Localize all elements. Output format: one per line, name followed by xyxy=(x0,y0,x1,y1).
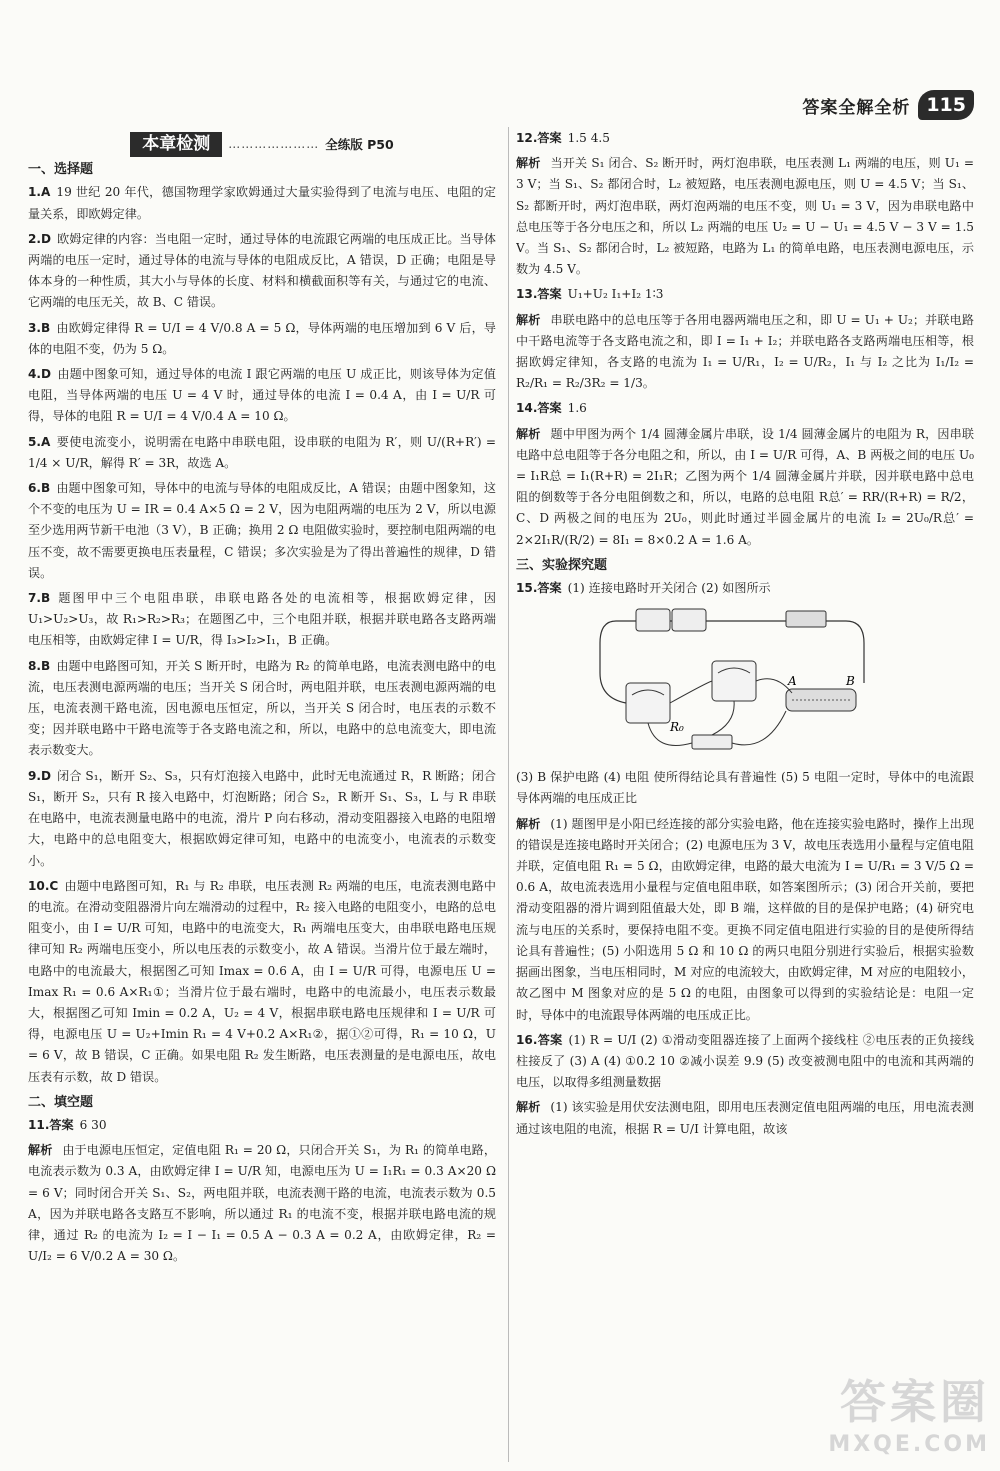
item-number: 3.B xyxy=(28,320,51,335)
resistor-label: R₀ xyxy=(670,720,684,735)
watermark xyxy=(828,1366,990,1457)
answer-item xyxy=(28,182,496,224)
answer-item xyxy=(516,767,974,809)
analysis-text: 当开关 S₁ 闭合、S₂ 断开时，两灯泡串联，电压表测 L₁ 两端的电压，则 U₁ = 3 V；当 S₁、S₂ 都闭合时，L₂ 被短路，电压表测电源电压，则 U = 4.5 V；当 S₁、S₂ 都断开时，两灯泡串联，两灯泡两端的电压不变，则 U₁ = 3 V，因为串联电路中总电压等于各分电压之和，所以 L₂ 两端的电压 U₂ = U − U₁ = 4.5 V − 3 V = 1.5 V。当 S₁、S₂ 都闭合时，L₂ 被短路，电路为 L₁ 的简单电路，电压表测电源电压，示数为 4.5 V。 xyxy=(516,156,974,277)
answer-item xyxy=(28,478,496,584)
item-answer: 1.6 xyxy=(567,401,587,416)
answer-item xyxy=(28,364,496,428)
item-number: 12.答案 xyxy=(516,131,562,145)
item-text: 由题中图象可知，导体中的电流与导体的电阻成反比，A 错误；由题中图象知，这个不变的电压为 U = IR = 0.4 A×5 Ω = 2 V，因为电阻两端的电压为 2 V，所以电源至少选用两节新干电池（3 V），B 正确；换用 2 Ω 电阻做实验时，要控制电阻两端的电压不变，故不需要更换电压表量程，C 错误；多次实验是为了得出普遍性的规律，D 错误。 xyxy=(28,481,496,580)
answer-item xyxy=(516,128,974,149)
item-number: 13.答案 xyxy=(516,287,562,302)
right-column xyxy=(516,128,974,1458)
item-number: 7.B xyxy=(28,591,51,606)
analysis-label: 解析 xyxy=(516,156,541,171)
item-answer: U₁+U₂ I₁+I₂ 1∶3 xyxy=(567,287,664,302)
answer-item xyxy=(28,318,496,360)
page-header xyxy=(802,88,974,122)
watermark-logo-text: 答案圈 xyxy=(840,1375,990,1429)
analysis-label: 解析 xyxy=(28,1143,53,1158)
answer-item xyxy=(516,284,974,305)
item-number: 15.答案 xyxy=(516,581,562,596)
item-text: 题图甲中三个电阻串联，串联电路各处的电流相等，根据欧姆定律，因 U₁>U₂>U₃，故 R₁>R₂>R₃；在题图乙中，三个电阻并联，根据并联电路各支路两端电压相等，由欧姆定律 I = U/R，得 I₃>I₂>I₁，B 正确。 xyxy=(28,591,496,648)
analysis-label: 解析 xyxy=(516,816,541,831)
analysis-text: (1) 题图甲是小阳已经连接的部分实验电路，他在连接实验电路时，操作上出现的错误是连接电路时开关闭合；(2) 电源电压为 3 V，故电压表选用小量程与定值电阻并联，定值电阻 R₁ = 5 Ω，由欧姆定律，电路的最大电流为 I = U/R₁ = 3 V/5 Ω = 0.6 A，故电流表选用小量程与定值电阻串联，如答案图所示；(3) 闭合开关前，要把滑动变阻器的滑片调到阻值最大处，即 B 端，这样做的目的是保护电路；(4) 研究电流与电压的关系时，要保持电阻不变。更换不同定值电阻进行实验的目的是使所得结论具有普遍性；(5) 小阳选用 5 Ω 和 10 Ω 的两只电阻分别进行实验后，根据实验数据画出图象，当电压相同时，M 对应的电流较大，由欧姆定律，M 对应的电阻较小，故乙图中 M 图象对应的是 5 Ω 的电阻，由图象可以得到的实验结论是：电阻一定时，导体中的电流跟导体两端的电压成正比。 xyxy=(516,816,974,1022)
answer-item xyxy=(28,766,496,872)
chapter-title: 本章检测 xyxy=(130,132,222,157)
answer-item xyxy=(28,432,496,474)
switch-icon xyxy=(786,611,826,627)
answer-item xyxy=(516,398,974,419)
analysis-text: 由于电源电压恒定，定值电阻 R₁ = 20 Ω，只闭合开关 S₁，为 R₁ 的简单电路，电流表示数为 0.3 A，由欧姆定律 I = U/R 知，电源电压为 U = I₁R₁ = 0.3 A×20 Ω = 6 V；同时闭合开关 S₁、S₂，两电阻并联，电流表测干路的电流，电流表示数为 0.5 A，因为并联电路各支路互不影响，所以通过 R₁ 的电流不变，根据并联电路电流的规律，通过 R₂ 的电流为 I₂ = I − I₁ = 0.5 A − 0.3 A = 0.2 A，由欧姆定律，R₂ = U/I₂ = 6 V/0.2 A = 30 Ω。 xyxy=(28,1143,496,1264)
analysis-item xyxy=(516,153,974,280)
answer-item xyxy=(28,876,496,1088)
voltmeter-icon xyxy=(712,661,756,701)
item-text: 由欧姆定律得 R = U/I = 4 V/0.8 A = 5 Ω，导体两端的电压增加到 6 V 后，导体的电阻不变，仍为 5 Ω。 xyxy=(28,320,496,356)
item-answer: (1) R = U/I (2) ①滑动变阻器连接了上面两个接线柱 ②电压表的正负接线柱接反了 (3) A (4) ①0.2 10 ②减小误差 9.9 (5) 改变被测电阻中的电流和其两端的电压，以取得多组测量数据 xyxy=(516,1032,974,1090)
answer-item xyxy=(28,229,496,314)
analysis-item xyxy=(516,1097,974,1139)
item-text: 19 世纪 20 年代，德国物理学家欧姆通过大量实验得到了电流与电压、电阻的定量关系，即欧姆定律。 xyxy=(28,185,496,221)
item-number: 9.D xyxy=(28,768,52,783)
analysis-item xyxy=(516,310,974,395)
answer-item xyxy=(28,588,496,652)
answer-item xyxy=(516,578,974,599)
item-number: 5.A xyxy=(28,434,51,449)
item-text: 闭合 S₁，断开 S₂、S₃，只有灯泡接入电路中，此时无电流通过 R，R 断路；闭合 S₁，断开 S₂，只有 R 接入电路中，灯泡断路；闭合 S₂，R 断开 S₁、S₃，L 与 R 串联在电路中，电流表测量电路中的电流，滑片 P 向右移动，滑动变阻器接入电路的电阻增大，电路中的总电阻变大，根据欧姆定律可知，电路中的电流变小，电流表的示数变小。 xyxy=(28,768,496,868)
answer-item xyxy=(516,1030,974,1094)
item-answer: 6 30 xyxy=(79,1117,107,1132)
resistor-icon xyxy=(692,735,732,749)
analysis-item xyxy=(516,424,974,551)
battery-icon xyxy=(636,609,670,631)
ammeter-icon xyxy=(626,683,670,723)
item-text: 由题中电路图可知，R₁ 与 R₂ 串联，电压表测 R₂ 两端的电压，电流表测电路中的电流。在滑动变阻器滑片向左端滑动的过程中，R₂ 接入电路的电阻变小，电路的总电阻变小，由 I = U/R 可知，电路中的电流变大，R₁ 两端电压变大，由串联电路电压规律可知 R₂ 两端电压变小，所以电压表的示数变小，故 A 错误。当滑片位于最左端时，电路中的电流最大，根据图乙可知 Imax = 0.6 A，由 I = U/R 可得，电源电压 U = Imax R₁ = 0.6 A×R₁①；当滑片位于最右端时，电路中的电流最小，电压表示数最大，根据图乙可知 Imin = 0.2 A，U₂ = 4 V，根据串联电路电压规律和 I = U/R 可得，电源电压 U = U₂+Imin R₁ = 4 V+0.2 A×R₁②，据①②可得，R₁ = 10 Ω，U = 6 V，故 B 错误，C 正确。如果电阻 R₂ 发生断路，电压表测量的是电源电压，故电压表有示数，故 D 错误。 xyxy=(28,878,496,1084)
answer-item xyxy=(28,656,496,762)
analysis-item xyxy=(28,1140,496,1267)
column-divider xyxy=(508,127,509,1462)
analysis-item xyxy=(516,814,974,1026)
item-number: 2.D xyxy=(28,231,52,246)
item-number: 1.A xyxy=(28,185,51,200)
circuit-diagram xyxy=(596,603,866,763)
left-column xyxy=(28,128,496,1458)
chapter-heading xyxy=(28,132,496,157)
analysis-label: 解析 xyxy=(516,426,541,441)
wire xyxy=(600,621,626,703)
item-answer: 1.5 4.5 xyxy=(567,131,610,145)
watermark-url: MXQE.COM xyxy=(828,1432,990,1457)
item-number: 6.B xyxy=(28,481,51,496)
item-text: 由题中电路图可知，开关 S 断开时，电路为 R₂ 的简单电路，电流表测电路中的电流，电压表测电源两端的电压；当开关 S 闭合时，两电阻并联，电压表测电源两端的电压，电流表测干路电流，因电源电压恒定，所以，当开关 S 闭合时，电压表的示数不变；因并联电路中干路电流等于各支路电流之和，所以，电路中的总电流变大，即电流表示数变大。 xyxy=(28,658,496,758)
section-heading: 二、填空题 xyxy=(28,1094,94,1110)
chapter-dots: ………………… xyxy=(228,137,320,151)
analysis-text: (1) 该实验是用伏安法测电阻，即用电压表测定值电阻两端的电压，用电流表测通过该电阻的电流，根据 R = U/I 计算电阻，故该 xyxy=(516,1100,974,1136)
item-number: 8.B xyxy=(28,658,51,673)
terminal-a-label: A xyxy=(788,674,797,689)
header-title: 答案全解全析 xyxy=(802,97,911,118)
analysis-text: 串联电路中的总电压等于各用电器两端电压之和，即 U = U₁ + U₂；并联电路中干路电流等于各支路电流之和，即 I = I₁ + I₂；并联电路各支路两端电压相等，根据欧姆定律知，各支路的电流为 I₁ = U/R₁，I₂ = U/R₂，I₁ 与 I₂ 之比为 I₁/I₂ = R₂/R₁ = R₂/3R₂ = 1/3。 xyxy=(516,312,974,391)
item-text: 欧姆定律的内容：当电阻一定时，通过导体的电流跟它两端的电压成正比。当导体两端的电压一定时，通过导体的电流与导体的电阻成反比，A 错误，D 正确；电阻是导体本身的一种性质，其大小与导体的长度、材料和横截面积等有关，与通过它的电流、它两端的电压无关，故 B、C 错误。 xyxy=(28,231,496,310)
terminal-b-label: B xyxy=(846,674,855,689)
item-number: 16.答案 xyxy=(516,1032,563,1047)
item-number: 11.答案 xyxy=(28,1117,74,1132)
item-answer: (1) 连接电路时开关闭合 (2) 如图所示 xyxy=(567,581,771,596)
section-heading: 三、实验探究题 xyxy=(516,557,608,573)
item-number: 4.D xyxy=(28,367,52,382)
analysis-text: 题中甲图为两个 1/4 圆薄金属片串联，设 1/4 圆薄金属片的电阻为 R，因串联电路中总电阻等于各分电阻之和，所以，由 I = U/R 可得，A、B 两极之间的电压 U₀ = I₁R总 = I₁(R+R) = 2I₁R；乙图为两个 1/4 圆薄金属片并联，因并联电路中总电阻的倒数等于各分电阻倒数之和，所以，电路的总电阻 R总′ = RR/(R+R) = R/2，C、D 两极之间的电压为 2U₀，则此时通过半圆金属片的电流 I₂ = 2U₀/R总′ = 2×2I₁R/(R/2) = 8I₁ = 8×0.2 A = 1.6 A。 xyxy=(516,426,974,547)
page-number: 115 xyxy=(918,90,974,120)
answer-item xyxy=(28,1115,496,1136)
item-number: 10.C xyxy=(28,878,59,893)
chapter-ref: 全练版 P50 xyxy=(325,137,394,152)
battery-icon xyxy=(672,609,706,631)
section-heading: 一、选择题 xyxy=(28,162,94,178)
item-number: 14.答案 xyxy=(516,401,562,416)
item-answer-continued: (3) B 保护电路 (4) 电阻 使所得结论具有普遍性 (5) 5 电阻一定时，导体中的电流跟导体两端的电压成正比 xyxy=(516,770,974,806)
analysis-label: 解析 xyxy=(516,312,541,327)
item-text: 要使电流变小，说明需在电路中串联电阻，设串联的电阻为 R′，则 U/(R+R′) = 1/4 × U/R，解得 R′ = 3R，故选 A。 xyxy=(28,434,496,470)
analysis-label: 解析 xyxy=(516,1100,541,1115)
item-text: 由题中图象可知，通过导体的电流 I 跟它两端的电压 U 成正比，则该导体为定值电阻，当导体两端的电压 U = 4 V 时，通过导体的电流 I = 0.4 A，由 I = U/R 可得，导体的电阻 R = U/I = 4 V/0.4 A = 10 Ω。 xyxy=(28,367,496,424)
